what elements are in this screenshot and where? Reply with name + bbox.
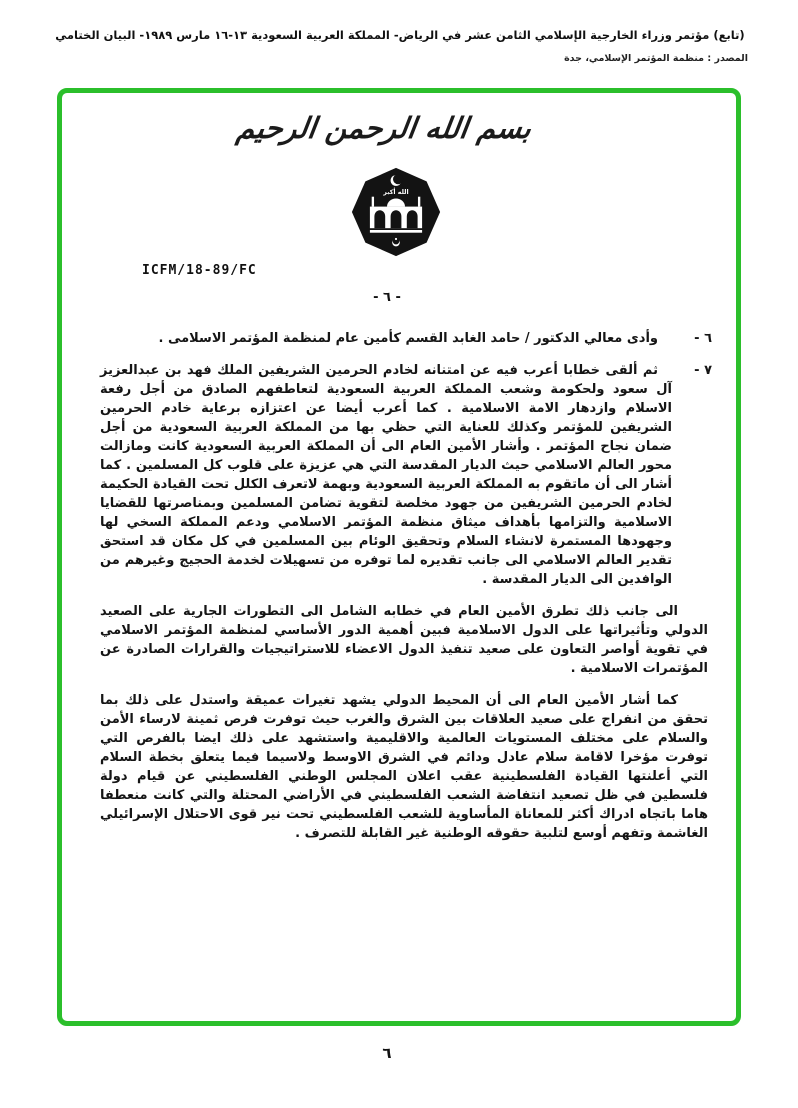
paragraph-number: ٦ - — [694, 331, 712, 346]
paragraph-number: ٧ - — [694, 363, 712, 378]
oic-emblem-icon — [351, 167, 441, 257]
page-marker: - ٦ - — [373, 290, 401, 305]
paragraph-text: ثم ألقى خطابا أعرب فيه عن امتنانه لخادم الحرمين الشريفين الملك فهد بن عبدالعزيز آل سعود ولحكومة وشعب المملكة العربية السعودية لتعاطفهم الصادق من أجل رفعة الاسلام وازدهار الامة الاسلامية . كما أعرب أيضا عن اعتزازه برعاية خادم الحرمين الشريفين للمؤتمر وكذلك للعناية التي حظي بها من المملكة العربية السعودية من أجل ضمان نجاح المؤتمر . وأشار الأمين العام الى أن المملكة العربية السعودية كانت ومازالت محور العالم الاسلامي حيث الديار المقدسة التي هي عزيزة على قلوب كل المسلمين . كما أشار الى أن ماتقوم به المملكة العربية السعودية وبهمة لاتعرف الكلل تحت القيادة الحكيمة لخادم الحرمين الشريفين من جهود مخلصة لتقوية تضامن المسلمين وبمناصرتها للقضايا الاسلامية والتزامها بأهداف ميثاق منظمة المؤتمر الاسلامي ودعم المملكة السخي لها وجهودها المستمرة لانشاء السلام وتحقيق الوئام بين المسلمين في كل مكان قد استحق تقدير العالم الاسلامي الى جانب تقديره لما توفره من تسهيلات لخدمة الحجيج وغيرهم من الوافدين الى الديار المقدسة . — [100, 363, 672, 587]
page-number: ٦ — [382, 1044, 392, 1062]
paragraph — [100, 361, 714, 589]
paragraph — [100, 329, 714, 348]
source-line: المصدر : منظمة المؤتمر الإسلامي، جدة — [564, 53, 748, 64]
bismillah-calligraphy: بسم الله الرحمن الرحيم — [234, 111, 534, 145]
header-line: (تابع) مؤتمر وزراء الخارجية الإسلامي الثامن عشر في الرياض- المملكة العربية السعودية ١٣-١٦ مارس ١٩٨٩- البيان الختامي — [55, 28, 745, 42]
paragraph-text: كما أشار الأمين العام الى أن المحيط الدولي يشهد تغيرات عميقة واستدل على ذلك بما تحقق من انفراج على صعيد العلاقات بين الشرق والغرب حيث توفرت فرص ثمينة لارساء الأمن والسلام على مختلف المستويات العالمية والاقليمية واستشهد على ذلك ايضا بالفرص التي توفرت مؤخرا لاقامة سلام عادل ودائم في الشرق الاوسط ولاسيما فيما يتعلق بخطة السلام التي أعلنتها القيادة الفلسطينية عقب اعلان المجلس الوطني الفلسطيني عن قيام دولة فلسطين في ظل تصعيد انتفاضة الشعب الفلسطيني في الأراضي المحتلة والتي كانت منعطفا هاما باتجاه ادراك أكثر للمعاناة المأساوية للشعب الفلسطيني تحت نير قوى الاحتلال الإسرائيلي الغاشمة وتفهم أوسع لتلبية حقوقه الوطنية غير القابلة للتصرف . — [100, 693, 708, 841]
document-frame — [57, 88, 741, 1026]
body-text — [100, 329, 714, 856]
paragraph-text: وأدى معالي الدكتور / حامد الغابد القسم كأمين عام لمنظمة المؤتمر الاسلامى . — [158, 331, 658, 346]
emblem-caption-text: الله أكبر — [383, 189, 409, 196]
paragraph — [100, 691, 714, 843]
oic-emblem — [351, 167, 441, 257]
paragraph — [100, 602, 714, 678]
document-reference: ICFM/18-89/FC — [142, 263, 257, 278]
paragraph-text: الى جانب ذلك تطرق الأمين العام في خطابه الشامل الى التطورات الجارية على الصعيد الدولي وتأثيراتها على الدول الاسلامية فبين أهمية الدور الأساسي لمنظمة المؤتمر الاسلامي في تقوية أواصر التعاون على صعيد تنفيذ الدول الاعضاء للاستراتيجيات والقرارات الصادرة عن المؤتمرات الاسلامية . — [100, 604, 708, 676]
